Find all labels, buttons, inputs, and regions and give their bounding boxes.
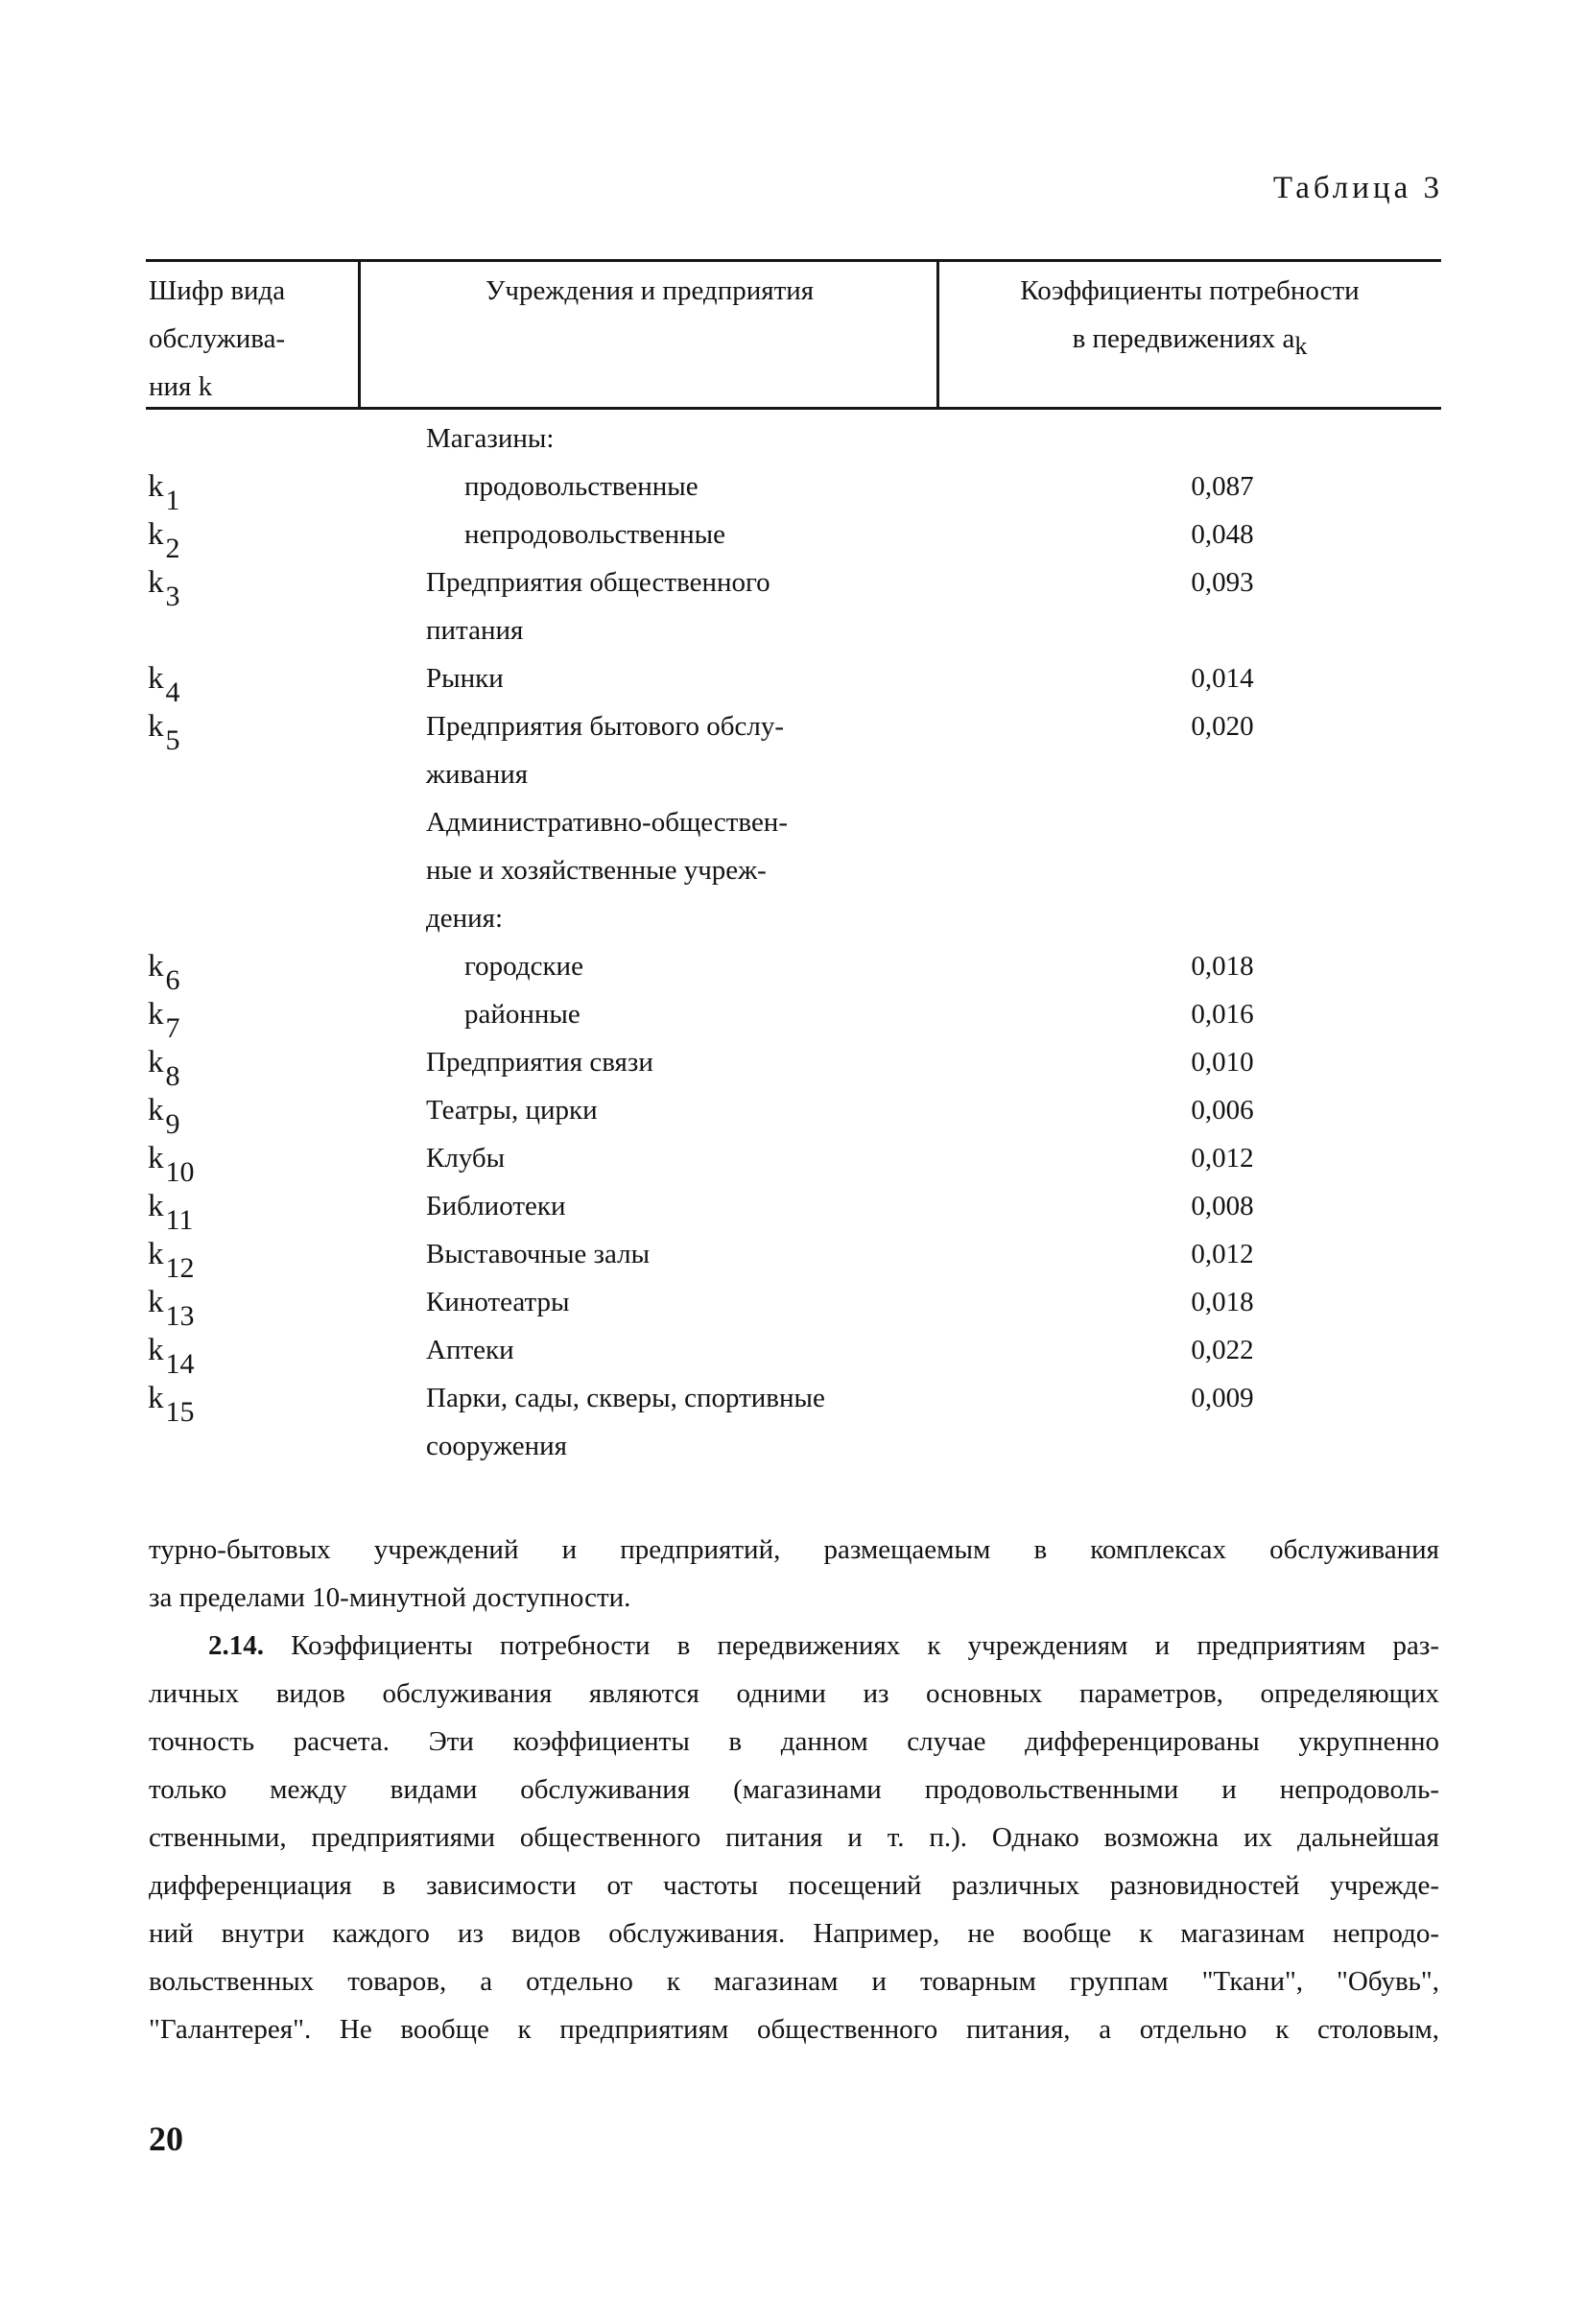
service-code-index: 10 [165, 1156, 195, 1188]
paragraph-2-line: дифференциация в зависимости от частоты посещений различных разновидностей учрежде- [149, 1870, 1439, 1901]
institution-name-line: Выставочные залы [426, 1239, 651, 1269]
service-code-index: 15 [165, 1396, 195, 1428]
table-caption: Таблица 3 [1272, 171, 1443, 205]
service-code-letter: k [148, 1045, 164, 1079]
institution-name [426, 415, 877, 462]
service-code [148, 1086, 180, 1140]
institution-name [426, 654, 877, 702]
header-institution [365, 267, 935, 315]
institution-name [426, 1086, 877, 1134]
table-row [146, 1278, 1441, 1332]
institution-name-line: непродовольственные [464, 519, 725, 550]
institution-name [426, 1230, 877, 1278]
paragraph-2-line: "Галантерея". Не вообще к предприятиям общественного питания, а отдельно к столовым, [149, 2014, 1439, 2045]
paragraph-2-line: вольственных товаров, а отдельно к магазинам и товарным группам "Ткани", "Обувь", [149, 1966, 1439, 1997]
service-code-letter: k [148, 709, 164, 744]
service-code [148, 1182, 194, 1236]
service-code-index: 13 [165, 1300, 195, 1332]
service-code [148, 1278, 195, 1332]
table-body [146, 415, 1441, 1470]
institution-name-line: Клубы [426, 1143, 506, 1174]
coefficient-value: 0,087 [1191, 471, 1254, 502]
table-row [146, 415, 1441, 462]
table-row [146, 1374, 1441, 1470]
page-number: 20 [149, 2120, 183, 2158]
header-code-line: обслужива- [149, 323, 286, 354]
table-row [146, 462, 1441, 516]
institution-name-line: сооружения [426, 1431, 568, 1461]
coefficient-value: 0,006 [1191, 1095, 1254, 1126]
institution-name-line: Предприятия связи [426, 1047, 653, 1078]
service-code-letter: k [148, 1237, 164, 1271]
table-row [146, 942, 1441, 996]
service-code-letter: k [148, 661, 164, 696]
table-row [146, 1134, 1441, 1188]
service-code [148, 1134, 195, 1188]
table-top-rule [146, 259, 1441, 262]
header-code [149, 267, 355, 411]
service-code-index: 7 [165, 1012, 180, 1044]
paragraph-2-line [149, 1622, 1439, 1670]
header-coefficient-subscript: k [1294, 331, 1308, 360]
service-code [148, 558, 180, 612]
service-code [148, 1374, 195, 1428]
institution-name [426, 798, 877, 942]
paragraph-2-line: ственными, предприятиями общественного питания и т. п.). Однако возможна их дальнейшая [149, 1822, 1439, 1853]
service-code [148, 1230, 195, 1284]
service-code-index: 2 [165, 533, 180, 564]
institution-name [464, 462, 877, 510]
service-code [148, 990, 180, 1044]
institution-name [426, 558, 877, 654]
institution-name [464, 990, 877, 1038]
header-coefficient [940, 267, 1439, 370]
table-row [146, 798, 1441, 942]
service-code [148, 1038, 180, 1092]
service-code-index: 5 [165, 724, 180, 756]
institution-name-line: Предприятия общественного [426, 567, 770, 598]
coefficient-value: 0,009 [1191, 1383, 1254, 1413]
table-row [146, 1230, 1441, 1284]
service-code-index: 14 [165, 1348, 195, 1380]
paragraph-2-line: точность расчета. Эти коэффициенты в данном случае дифференцированы укрупненно [149, 1726, 1439, 1757]
service-code-letter: k [148, 1381, 164, 1415]
institution-name [426, 1038, 877, 1086]
institution-name-line: Магазины: [426, 423, 555, 454]
institution-name [464, 942, 877, 990]
institution-name-line: дения: [426, 903, 504, 934]
institution-name [426, 1182, 877, 1230]
table-row [146, 1182, 1441, 1236]
institution-name-line: Аптеки [426, 1335, 514, 1365]
table-row [146, 510, 1441, 564]
header-coefficient-line [940, 315, 1439, 370]
coefficient-value: 0,014 [1191, 663, 1254, 694]
service-code-index: 12 [165, 1252, 195, 1284]
table-row [146, 702, 1441, 798]
service-code-letter: k [148, 517, 164, 552]
service-code-index: 1 [165, 485, 180, 516]
coefficient-value: 0,012 [1191, 1143, 1254, 1174]
institution-name-line: Административно-обществен- [426, 807, 788, 838]
coefficient-value: 0,012 [1191, 1239, 1254, 1269]
body-text [149, 1526, 1439, 2053]
table-row [146, 558, 1441, 654]
coefficient-value: 0,048 [1191, 519, 1254, 550]
service-code [148, 1326, 195, 1380]
institution-name-line: Кинотеатры [426, 1287, 570, 1317]
service-code-letter: k [148, 469, 164, 504]
institution-name-line: Предприятия бытового обслу- [426, 711, 785, 742]
institution-name-line: живания [426, 759, 529, 790]
table-header-divider-1 [358, 259, 361, 409]
header-code-line: ния k [149, 371, 213, 402]
service-code-letter: k [148, 1141, 164, 1175]
institution-name [426, 1134, 877, 1182]
service-code-index: 4 [165, 676, 180, 708]
coefficient-value: 0,008 [1191, 1191, 1254, 1221]
coefficient-value: 0,020 [1191, 711, 1254, 742]
service-code [148, 510, 180, 564]
paragraph-2-line: только между видами обслуживания (магазинами продовольственными и непродоволь- [149, 1774, 1439, 1805]
coefficient-value: 0,018 [1191, 1287, 1254, 1317]
coefficient-value: 0,018 [1191, 951, 1254, 982]
institution-name [426, 702, 877, 798]
service-code [148, 702, 180, 756]
service-code [148, 942, 180, 996]
service-code [148, 462, 180, 516]
service-code-letter: k [148, 565, 164, 600]
service-code-index: 6 [165, 964, 180, 996]
institution-name-line: питания [426, 615, 524, 646]
institution-name-line: городские [464, 951, 583, 982]
header-coefficient-text: в передвижениях a [1072, 323, 1295, 354]
institution-name [426, 1326, 877, 1374]
header-institution-line: Учреждения и предприятия [485, 275, 815, 306]
paragraph-2-line: ний внутри каждого из видов обслуживания. Например, не вообще к магазинам непродо- [149, 1918, 1439, 1949]
institution-name-line: Библиотеки [426, 1191, 566, 1221]
institution-name-line: ные и хозяйственные учреж- [426, 855, 767, 886]
service-code-letter: k [148, 949, 164, 984]
institution-name [426, 1374, 877, 1470]
service-code-letter: k [148, 997, 164, 1032]
service-code-index: 11 [165, 1204, 194, 1236]
service-code-letter: k [148, 1189, 164, 1223]
service-code-letter: k [148, 1285, 164, 1319]
coefficient-value: 0,093 [1191, 567, 1254, 598]
coefficient-value: 0,016 [1191, 999, 1254, 1030]
institution-name-line: Рынки [426, 663, 504, 694]
paragraph-1-line: за пределами 10-минутной доступности. [149, 1582, 631, 1613]
service-code [148, 654, 180, 708]
paragraph-2-first-line: Коэффициенты потребности в передвижениях к учреждениям и предприятиям раз- [291, 1630, 1440, 1661]
table-row [146, 990, 1441, 1044]
table-row [146, 654, 1441, 708]
table-row [146, 1038, 1441, 1092]
coefficient-value: 0,022 [1191, 1335, 1254, 1365]
paragraph-2-number: 2.14. [208, 1630, 264, 1661]
institution-name-line: районные [464, 999, 580, 1030]
header-code-line: Шифр вида [149, 275, 286, 306]
header-coefficient-line: Коэффициенты потребности [1020, 275, 1360, 306]
service-code-index: 3 [165, 581, 180, 612]
institution-name [426, 1278, 877, 1326]
service-code-letter: k [148, 1093, 164, 1127]
service-code-index: 9 [165, 1108, 180, 1140]
institution-name [464, 510, 877, 558]
paragraph-1-line: турно-бытовых учреждений и предприятий, размещаемым в комплексах обслуживания [149, 1534, 1439, 1565]
institution-name-line: продовольственные [464, 471, 699, 502]
table-row [146, 1326, 1441, 1380]
institution-name-line: Театры, цирки [426, 1095, 598, 1126]
institution-name-line: Парки, сады, скверы, спортивные [426, 1383, 825, 1413]
table-row [146, 1086, 1441, 1140]
table-header-divider-2 [936, 259, 939, 409]
coefficient-value: 0,010 [1191, 1047, 1254, 1078]
service-code-index: 8 [165, 1060, 180, 1092]
paragraph-2-line: личных видов обслуживания являются одними из основных параметров, определяющих [149, 1678, 1439, 1709]
service-code-letter: k [148, 1333, 164, 1367]
